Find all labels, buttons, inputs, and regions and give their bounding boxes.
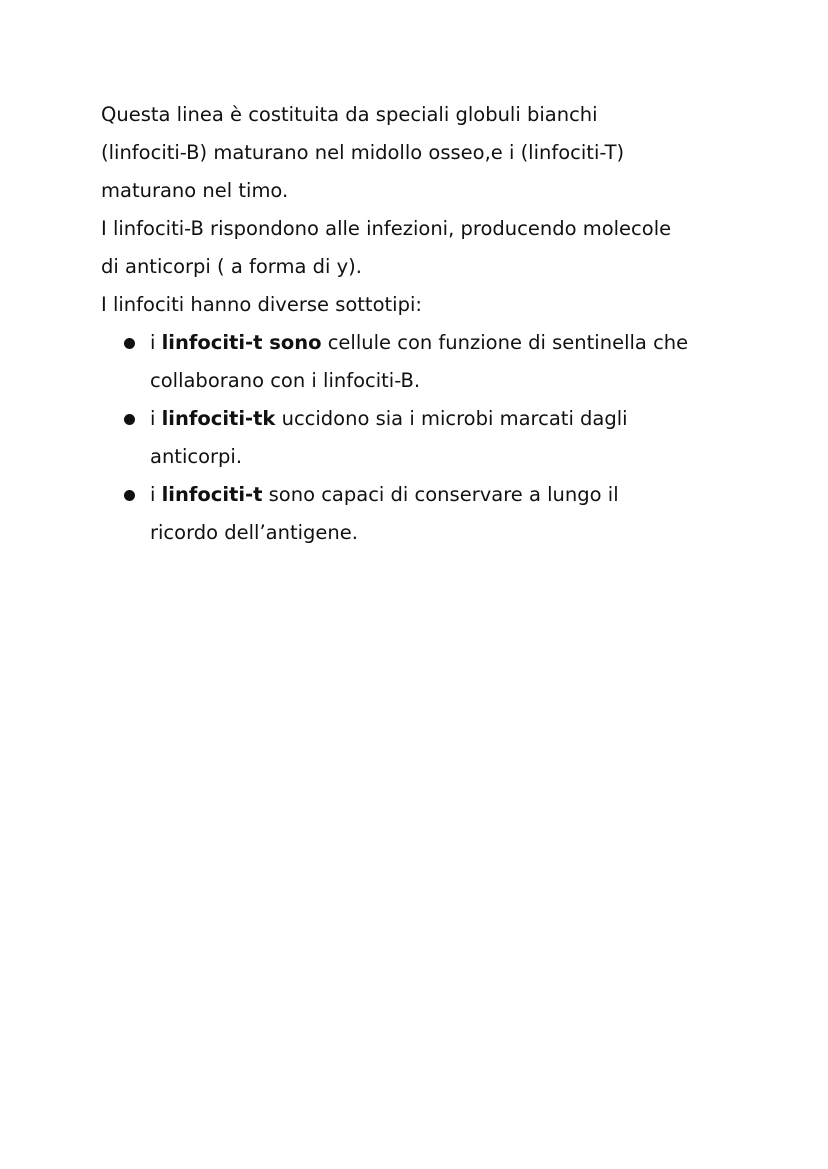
bullet-item [101, 476, 781, 552]
bullet-continuation: collaborano con i linfociti-B. [150, 369, 421, 392]
bullet-list [101, 324, 781, 552]
bullet-item [101, 400, 781, 476]
bullet-continuation: anticorpi. [150, 445, 243, 468]
bullet-continuation: ricordo dell’antigene. [150, 521, 358, 544]
paragraph-line: I linfociti-B rispondono alle infezioni, producendo molecole [101, 217, 672, 240]
bullet-text: cellule con funzione di sentinella che [321, 331, 689, 354]
bullet-icon [124, 414, 135, 425]
paragraph-line: (linfociti-B) maturano nel midollo osseo,e i (linfociti-T) [101, 141, 625, 164]
bullet-line [150, 400, 781, 438]
paragraph-line: di anticorpi ( a forma di y). [101, 255, 362, 278]
bullet-text: sono capaci di conservare a lungo il [262, 483, 619, 506]
bullet-bold-term: linfociti-t [161, 483, 263, 506]
document-body [101, 96, 781, 552]
bullet-bold-term: linfociti-t sono [161, 331, 322, 354]
bullet-prefix: i [150, 407, 162, 430]
bullet-line [150, 476, 781, 514]
paragraph-line: I linfociti hanno diverse sottotipi: [101, 293, 422, 316]
paragraph-line: maturano nel timo. [101, 179, 289, 202]
bullet-icon [124, 490, 135, 501]
bullet-item [101, 324, 781, 400]
bullet-text: uccidono sia i microbi marcati dagli [275, 407, 628, 430]
bullet-prefix: i [150, 483, 162, 506]
bullet-prefix: i [150, 331, 162, 354]
bullet-bold-term: linfociti-tk [161, 407, 276, 430]
bullet-line [150, 324, 781, 362]
bullet-icon [124, 338, 135, 349]
paragraph-line: Questa linea è costituita da speciali globuli bianchi [101, 103, 598, 126]
